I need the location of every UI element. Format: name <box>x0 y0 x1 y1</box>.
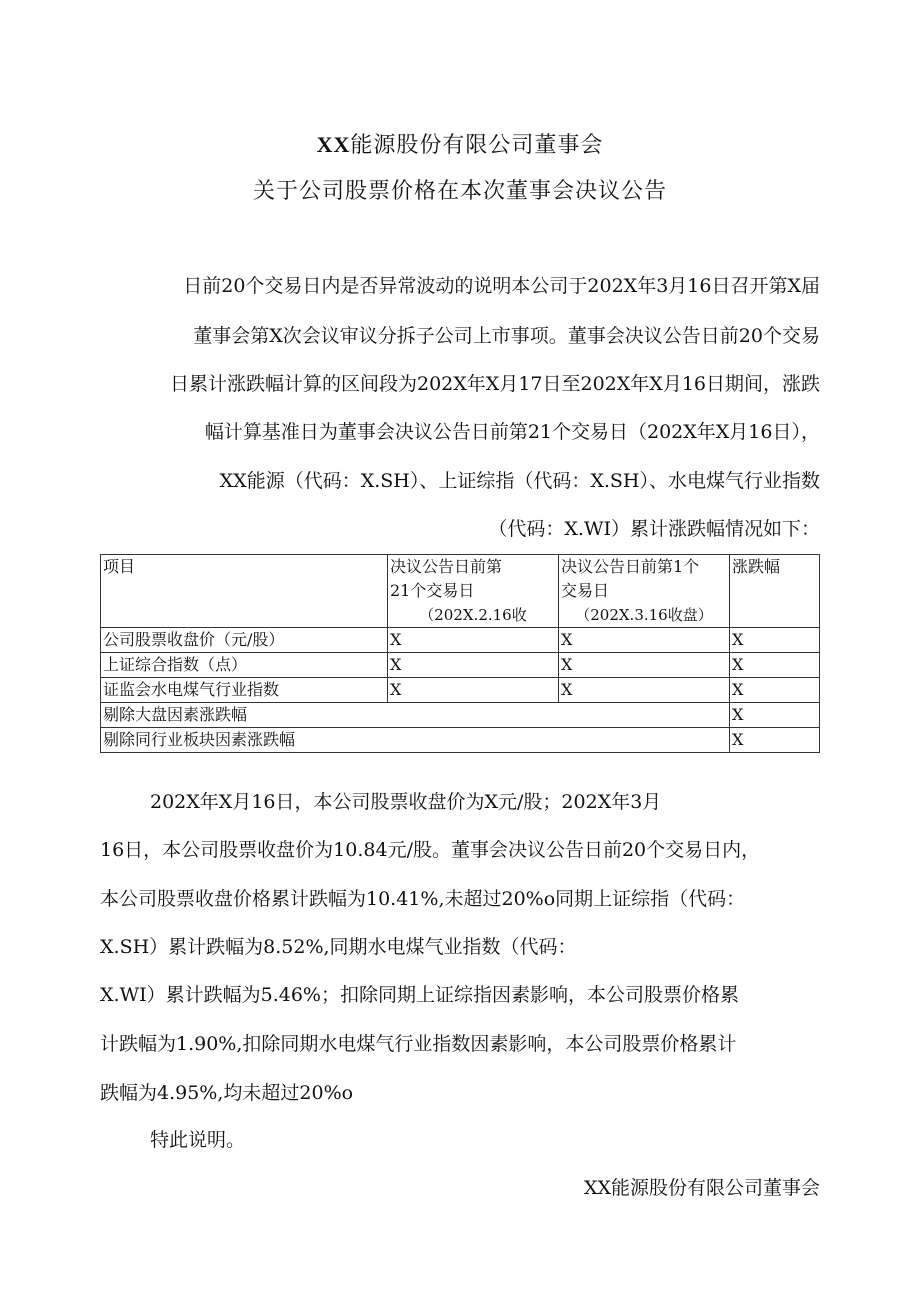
header-day21-date: （202X.2.16收 <box>419 606 527 624</box>
paragraph-line: X.WI）累计跌幅为5.46%；扣除同期上证综指因素影响，本公司股票价格累 <box>100 984 739 1006</box>
row-value-day21: X <box>388 653 559 678</box>
header-day21-line2: 21个交易日 <box>390 581 475 600</box>
closing-text: 特此说明。 <box>150 1129 246 1151</box>
table-row <box>101 628 820 653</box>
row-value-day1: X <box>559 653 730 678</box>
row-label: 公司股票收盘价（元/股） <box>101 628 388 653</box>
paragraph-line: 202X年X月16日，本公司股票收盘价为X元/股；202X年3月 <box>150 791 662 813</box>
row-value-change: X <box>730 703 820 728</box>
row-value-change: X <box>730 728 820 753</box>
price-change-table <box>100 554 820 753</box>
header-item: 项目 <box>101 555 388 628</box>
row-value-change: X <box>730 653 820 678</box>
row-label: 剔除同行业板块因素涨跌幅 <box>101 728 730 753</box>
document-title <box>0 128 920 159</box>
title-company: 能源股份有限公司董事会 <box>350 133 604 158</box>
row-value-day21: X <box>388 678 559 703</box>
table-row <box>101 728 820 753</box>
signature: XX能源股份有限公司董事会 <box>583 1177 820 1199</box>
header-day21-line1: 决议公告日前第 <box>390 557 503 576</box>
paragraph-line: 日累计涨跌幅计算的区间段为202X年X月17日至202X年X月16日期间，涨跌 <box>170 373 820 395</box>
row-value-day21: X <box>388 628 559 653</box>
header-change: 涨跌幅 <box>730 555 820 628</box>
row-label: 证监会水电煤气行业指数 <box>101 678 388 703</box>
paragraph-line: XX能源（代码：X.SH）、上证综指（代码：X.SH）、水电煤气行业指数 <box>219 470 820 492</box>
header-day1-line1: 决议公告日前第1个 <box>561 557 700 576</box>
header-day21 <box>388 555 559 628</box>
paragraph-line: （代码：X.WI）累计涨跌幅情况如下： <box>488 518 820 540</box>
paragraph-line: 董事会第X次会议审议分拆子公司上市事项。董事会决议公告日前20个交易 <box>193 325 820 347</box>
table-row <box>101 653 820 678</box>
document-subtitle: 关于公司股票价格在本次董事会决议公告 <box>252 179 667 204</box>
row-label: 上证综合指数（点） <box>101 653 388 678</box>
header-day1-date: （202X.3.16收盘） <box>575 606 713 624</box>
paragraph-line: 计跌幅为1.90%,扣除同期水电煤气行业指数因素影响，本公司股票价格累计 <box>100 1033 737 1055</box>
header-day1 <box>559 555 730 628</box>
header-day1-line2: 交易日 <box>561 581 610 600</box>
row-value-day1: X <box>559 628 730 653</box>
paragraph-line: 跌幅为4.95%,均未超过20%o <box>100 1082 354 1104</box>
paragraph-line: 16日，本公司股票收盘价为10.84元/股。董事会决议公告日前20个交易日内， <box>100 839 761 861</box>
paragraph-line: 幅计算基准日为董事会决议公告日前第21个交易日（202X年X月16日）， <box>204 421 820 443</box>
title-prefix: XX <box>316 132 351 157</box>
paragraph-line: X.SH）累计跌幅为8.52%,同期水电煤气业指数（代码： <box>100 936 577 958</box>
paragraph-line: 本公司股票收盘价格累计跌幅为10.41%,未超过20%o同期上证综指（代码： <box>100 888 746 910</box>
paragraph-line: 日前20个交易日内是否异常波动的说明本公司于202X年3月16日召开第X届 <box>183 275 820 297</box>
row-value-change: X <box>730 628 820 653</box>
row-value-day1: X <box>559 678 730 703</box>
row-label: 剔除大盘因素涨跌幅 <box>101 703 730 728</box>
table-row <box>101 678 820 703</box>
table-header-row <box>101 555 820 628</box>
row-value-change: X <box>730 678 820 703</box>
table-row <box>101 703 820 728</box>
